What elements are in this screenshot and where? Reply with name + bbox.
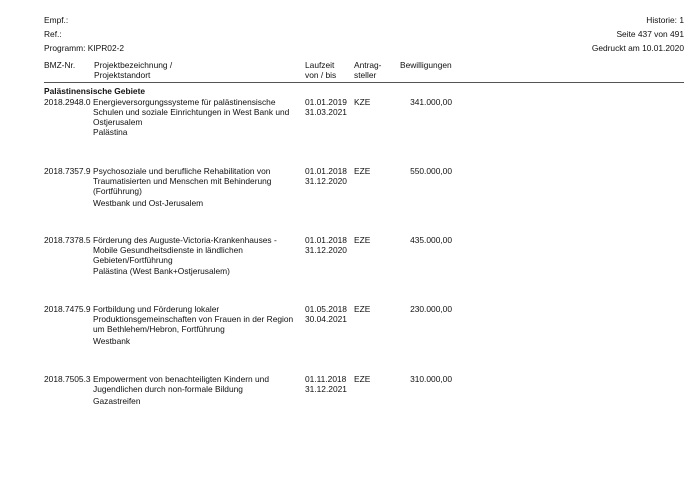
column-header-title xyxy=(94,60,172,80)
project-title-line: Energieversorgungssysteme für palästinensische xyxy=(93,97,276,107)
history-label: Historie: 1 xyxy=(646,15,684,25)
column-header-applicant-line1: Antrag- xyxy=(354,60,382,70)
print-date: Gedruckt am 10.01.2020 xyxy=(591,43,684,53)
start-date: 01.11.2018 xyxy=(305,374,347,384)
project-title xyxy=(93,374,269,394)
project-title-line: Traumatisierten und Menschen mit Behinderung xyxy=(93,176,272,186)
section-title: Palästinensische Gebiete xyxy=(44,86,146,96)
duration xyxy=(305,166,347,186)
project-title-line: Ostjerusalem xyxy=(93,117,143,127)
applicant: EZE xyxy=(354,374,371,384)
duration xyxy=(305,97,347,117)
start-date: 01.01.2018 xyxy=(305,235,347,245)
project-title-line: Schulen und soziale Einrichtungen in West Bank und xyxy=(93,107,290,117)
column-header-title-line1: Projektbezeichnung / xyxy=(94,60,173,70)
project-title xyxy=(93,166,271,196)
approval-amount: 435.000,00 xyxy=(410,235,452,245)
project-title-line: Produktionsgemeinschaften von Frauen in der Region xyxy=(93,314,294,324)
project-location: Palästina xyxy=(93,127,128,137)
project-title xyxy=(93,97,289,127)
project-title-line: Empowerment von benachteiligten Kindern und xyxy=(93,374,269,384)
applicant: EZE xyxy=(354,304,371,314)
project-title xyxy=(93,304,293,334)
column-header-duration-line1: Laufzeit xyxy=(305,60,335,70)
applicant: EZE xyxy=(354,166,371,176)
start-date: 01.01.2019 xyxy=(305,97,347,107)
end-date: 31.12.2020 xyxy=(305,245,347,255)
reference-label: Ref.: xyxy=(44,29,62,39)
approval-amount: 550.000,00 xyxy=(410,166,452,176)
duration xyxy=(305,304,347,324)
duration xyxy=(305,235,347,255)
column-header-approvals: Bewilligungen xyxy=(400,60,452,70)
applicant: EZE xyxy=(354,235,371,245)
project-title-line: Gebieten/Fortführung xyxy=(93,255,173,265)
project-title-line: um Bethlehem/Hebron, Fortführung xyxy=(93,324,225,334)
project-location: Gazastreifen xyxy=(93,396,141,406)
project-title-line: (Fortführung) xyxy=(93,186,142,196)
end-date: 31.03.2021 xyxy=(305,107,347,117)
start-date: 01.01.2018 xyxy=(305,166,347,176)
project-title-line: Mobile Gesundheitsdienste in ländlichen xyxy=(93,245,243,255)
approval-amount: 341.000,00 xyxy=(410,97,452,107)
project-title-line: Psychosoziale und berufliche Rehabilitation von xyxy=(93,166,271,176)
approval-amount: 310.000,00 xyxy=(410,374,452,384)
bmz-number: 2018.7357.9 xyxy=(44,166,91,176)
column-header-title-line2: Projektstandort xyxy=(94,70,151,80)
bmz-number: 2018.7475.9 xyxy=(44,304,91,314)
bmz-number: 2018.7378.5 xyxy=(44,235,91,245)
end-date: 31.12.2020 xyxy=(305,176,347,186)
bmz-number: 2018.7505.3 xyxy=(44,374,91,384)
start-date: 01.05.2018 xyxy=(305,304,347,314)
project-title-line: Fortbildung und Förderung lokaler xyxy=(93,304,220,314)
project-location: Palästina (West Bank+Ostjerusalem) xyxy=(93,266,230,276)
end-date: 31.12.2021 xyxy=(305,384,347,394)
column-header-bmz: BMZ-Nr. xyxy=(44,60,76,70)
applicant: KZE xyxy=(354,97,371,107)
column-header-applicant-line2: steller xyxy=(354,70,377,80)
duration xyxy=(305,374,347,394)
project-title-line: Jugendlichen durch non-formale Bildung xyxy=(93,384,243,394)
page-number: Seite 437 von 491 xyxy=(616,29,684,39)
header-divider xyxy=(44,82,684,83)
recipient-label: Empf.: xyxy=(44,15,69,25)
column-header-applicant xyxy=(354,60,381,80)
column-header-duration-line2: von / bis xyxy=(305,70,337,80)
bmz-number: 2018.2948.0 xyxy=(44,97,91,107)
approval-amount: 230.000,00 xyxy=(410,304,452,314)
project-location: Westbank und Ost-Jerusalem xyxy=(93,198,204,208)
project-title xyxy=(93,235,277,265)
end-date: 30.04.2021 xyxy=(305,314,347,324)
project-location: Westbank xyxy=(93,336,131,346)
column-header-duration xyxy=(305,60,336,80)
project-title-line: Förderung des Auguste-Victoria-Krankenhauses - xyxy=(93,235,277,245)
program-label: Programm: KIPR02-2 xyxy=(44,43,125,53)
